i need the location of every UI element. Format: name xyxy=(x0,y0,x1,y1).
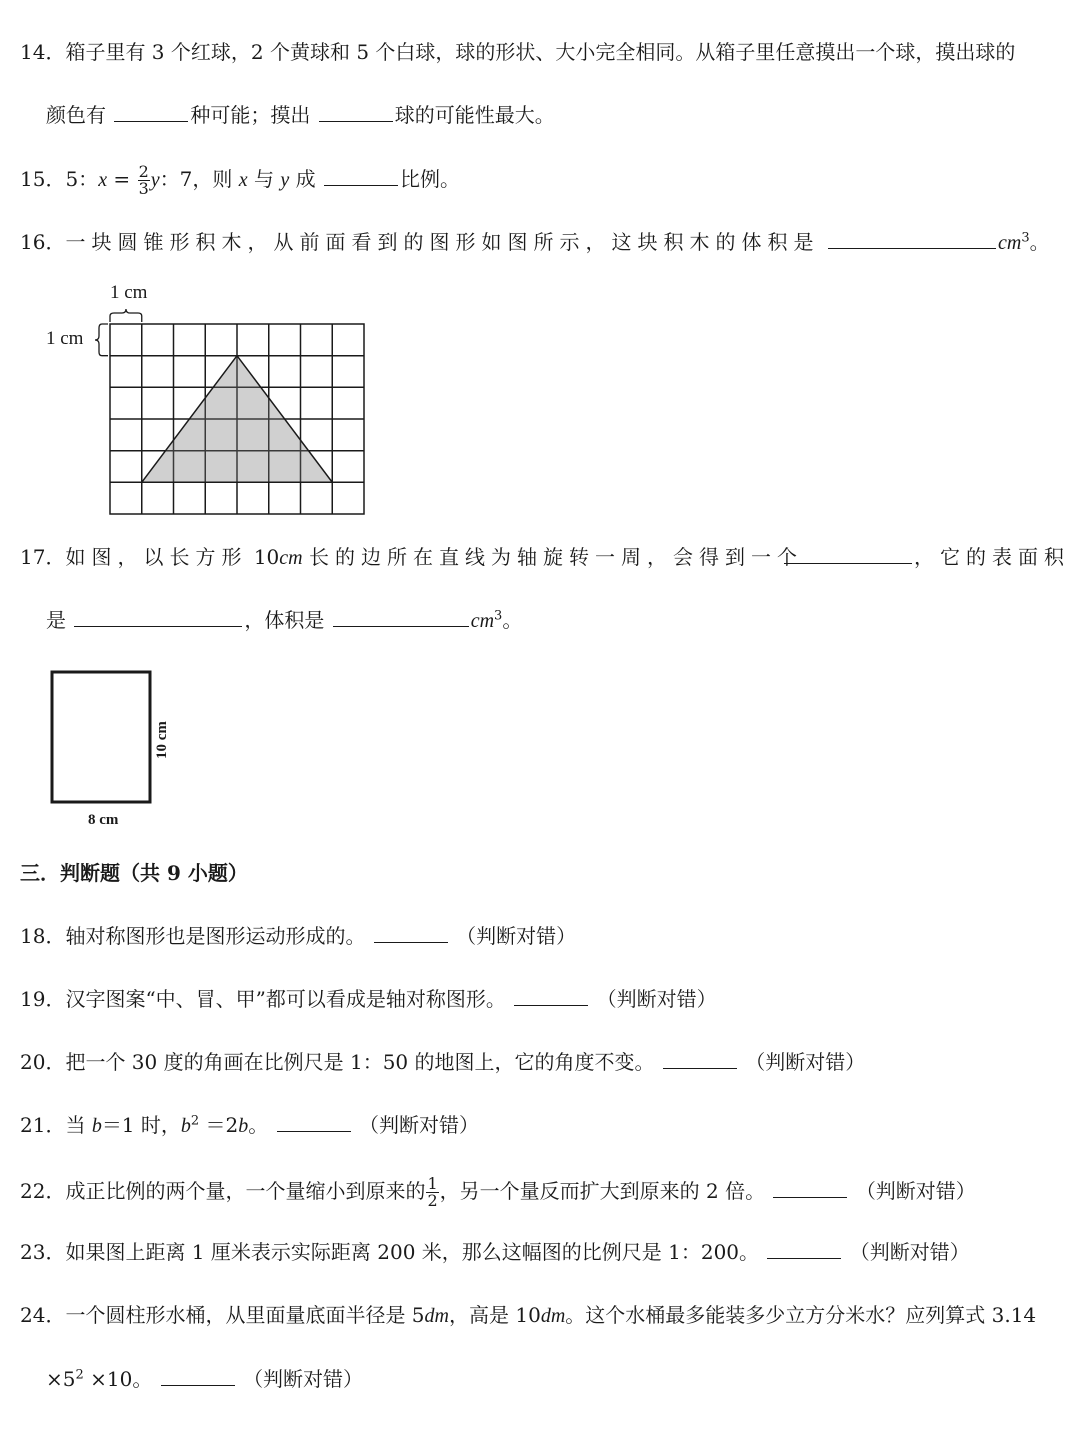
variable-y: y xyxy=(150,169,160,191)
question-text: ＝2 xyxy=(199,1113,239,1137)
answer-blank[interactable] xyxy=(663,1048,737,1069)
answer-blank[interactable] xyxy=(333,606,469,627)
question-text: 是 xyxy=(46,608,66,632)
question-text: ×10。 xyxy=(83,1367,153,1391)
question-16-answer xyxy=(826,228,1050,257)
variable-x: x xyxy=(98,169,108,191)
question-number: 16． xyxy=(20,230,66,254)
figure-label-top: 1 cm xyxy=(110,282,148,303)
question-text: 如图，以长方形 xyxy=(65,545,248,569)
answer-blank[interactable] xyxy=(161,1365,235,1386)
length-value: 10 xyxy=(253,545,280,569)
question-number: 15． xyxy=(20,167,66,191)
variable-y: y xyxy=(280,169,290,191)
answer-blank[interactable] xyxy=(828,228,996,249)
answer-blank[interactable] xyxy=(114,101,188,122)
figure-label-bottom: 8 cm xyxy=(88,812,119,828)
judge-hint: （判断对错） xyxy=(243,1367,364,1391)
figure-label-left: 1 cm xyxy=(46,328,84,349)
fraction xyxy=(138,164,150,197)
question-text: 一块圆锥形积木，从前面看到的图形如图所示，这块积木的体积是 xyxy=(65,230,820,254)
question-text: ：7，则 xyxy=(159,167,239,191)
question-text: 种可能；摸出 xyxy=(190,103,311,127)
answer-blank[interactable] xyxy=(277,1111,351,1132)
question-14-line-2 xyxy=(46,101,555,129)
answer-blank[interactable] xyxy=(319,101,393,122)
question-number: 21． xyxy=(20,1113,66,1137)
question-17-line-1-answer xyxy=(782,543,1070,571)
question-21 xyxy=(20,1111,479,1140)
question-23 xyxy=(20,1238,970,1266)
judge-hint: （判断对错） xyxy=(359,1113,479,1137)
question-text: ＝1 时， xyxy=(101,1113,181,1137)
unit-exponent: 3 xyxy=(1021,230,1030,246)
judge-hint: （判断对错） xyxy=(456,924,577,948)
judge-hint: （判断对错） xyxy=(596,987,717,1011)
answer-blank[interactable] xyxy=(74,606,242,627)
question-text: 汉字图案“中、冒、甲”都可以看成是轴对称图形。 xyxy=(65,987,506,1011)
punctuation: 。 xyxy=(502,608,523,632)
variable-b: b xyxy=(91,1115,102,1137)
variable-b: b xyxy=(180,1115,191,1137)
question-text: ×5 xyxy=(46,1367,76,1391)
question-text: 箱子里有 3 个红球，2 个黄球和 5 个白球，球的形状、大小完全相同。从箱子里任意摸出一个球，摸出球的 xyxy=(65,40,1016,64)
question-24-line-2 xyxy=(46,1365,363,1393)
question-text: 球的可能性最大。 xyxy=(394,103,555,127)
fraction-denominator: 2 xyxy=(427,1191,438,1210)
question-number: 20． xyxy=(20,1050,66,1074)
unit: dm xyxy=(540,1305,566,1327)
question-text: 当 xyxy=(65,1113,92,1137)
question-text: 5： xyxy=(65,167,99,191)
question-text: 颜色有 xyxy=(46,103,106,127)
exponent: 2 xyxy=(75,1367,84,1383)
judge-hint: （判断对错） xyxy=(745,1050,866,1074)
question-text: 比例。 xyxy=(399,167,460,191)
exponent: 2 xyxy=(190,1113,200,1129)
judge-hint: （判断对错） xyxy=(849,1240,970,1264)
answer-blank[interactable] xyxy=(773,1177,847,1198)
variable-b: b xyxy=(238,1115,249,1137)
question-18 xyxy=(20,922,576,950)
figure-label-side: 10 cm xyxy=(154,721,170,759)
question-24-line-1 xyxy=(20,1301,1036,1330)
question-number: 24． xyxy=(20,1303,66,1327)
judge-hint: （判断对错） xyxy=(855,1179,976,1203)
section-title: 三．判断题（共 9 小题） xyxy=(20,861,248,885)
question-text: ，高是 10 xyxy=(449,1303,541,1327)
fraction-numerator: 1 xyxy=(427,1174,438,1193)
answer-blank[interactable] xyxy=(514,985,588,1006)
cone-front-view-figure xyxy=(40,278,370,520)
top-brace-icon xyxy=(110,309,142,322)
fraction xyxy=(426,1176,438,1209)
answer-blank[interactable] xyxy=(374,922,448,943)
question-number: 17． xyxy=(20,545,66,569)
question-text: ，它的表面积 xyxy=(914,545,1070,569)
question-text: 长的边所在直线为轴旋转一周，会得到一个 xyxy=(308,545,803,569)
question-text: 一个圆柱形水桶，从里面量底面半径是 5 xyxy=(65,1303,425,1327)
question-text: 把一个 30 度的角画在比例尺是 1：50 的地图上，它的角度不变。 xyxy=(65,1050,655,1074)
question-number: 14． xyxy=(20,40,66,64)
answer-blank[interactable] xyxy=(767,1238,841,1259)
question-number: 18． xyxy=(20,924,66,948)
question-text: 成正比例的两个量，一个量缩小到原来的 xyxy=(65,1179,426,1203)
question-17-line-1 xyxy=(20,543,803,572)
question-15 xyxy=(20,164,460,197)
punctuation: 。 xyxy=(248,1113,269,1137)
question-number: 23． xyxy=(20,1240,66,1264)
left-brace-icon xyxy=(95,324,108,356)
unit: cm xyxy=(470,610,495,632)
question-14-line-1 xyxy=(20,38,1015,66)
question-number: 22． xyxy=(20,1179,66,1203)
question-16 xyxy=(20,228,826,256)
question-22 xyxy=(20,1176,976,1209)
fraction-numerator: 2 xyxy=(138,162,149,181)
unit: cm xyxy=(998,232,1022,254)
question-text: 与 xyxy=(247,167,281,191)
equals-sign: = xyxy=(107,167,137,191)
punctuation: 。 xyxy=(1029,230,1050,254)
answer-blank[interactable] xyxy=(324,165,398,186)
variable-x: x xyxy=(238,169,248,191)
unit: cm xyxy=(279,547,303,569)
question-text: ，另一个量反而扩大到原来的 2 倍。 xyxy=(439,1179,766,1203)
unit: dm xyxy=(424,1305,449,1327)
question-text: 轴对称图形也是图形运动形成的。 xyxy=(65,924,366,948)
question-number: 19． xyxy=(20,987,66,1011)
question-17-line-2 xyxy=(46,606,522,635)
question-text: 成 xyxy=(289,167,316,191)
answer-blank[interactable] xyxy=(784,543,912,564)
question-text: 如果图上距离 1 厘米表示实际距离 200 米，那么这幅图的比例尺是 1：200。 xyxy=(65,1240,760,1264)
rectangle-figure xyxy=(40,664,190,832)
question-19 xyxy=(20,985,717,1013)
question-text: 。这个水桶最多能装多少立方分米水？应列算式 3.14 xyxy=(565,1303,1037,1327)
question-text: ，体积是 xyxy=(244,608,325,632)
rectangle-shape xyxy=(52,672,150,802)
unit-exponent: 3 xyxy=(494,608,503,624)
question-20 xyxy=(20,1048,865,1076)
fraction-denominator: 3 xyxy=(138,179,149,198)
